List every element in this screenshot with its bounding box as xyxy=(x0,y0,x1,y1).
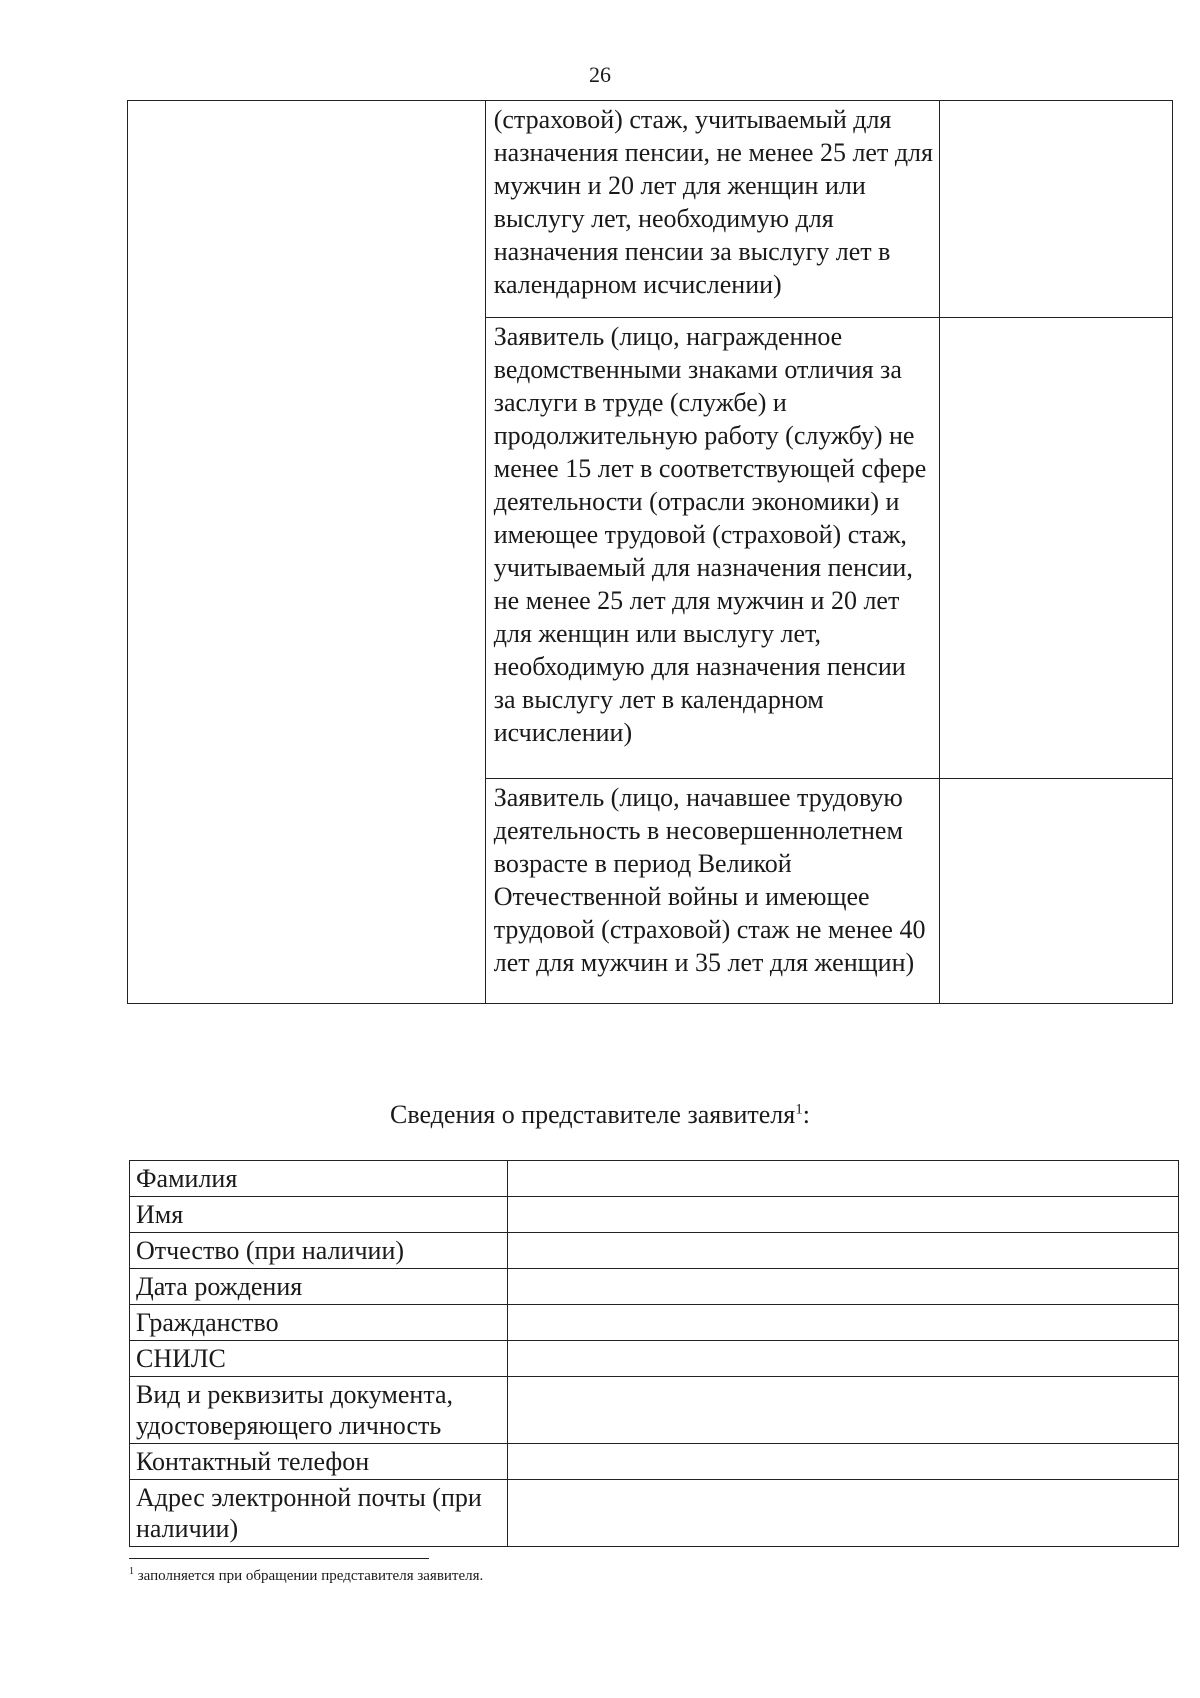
field-value[interactable] xyxy=(508,1444,1179,1480)
field-label: Имя xyxy=(130,1197,508,1233)
field-value[interactable] xyxy=(508,1341,1179,1377)
criteria-row xyxy=(128,101,1173,318)
representative-section-heading: Сведения о представителе заявителя$^1$: xyxy=(390,1100,810,1129)
representative-table xyxy=(129,1160,1179,1547)
table-row xyxy=(130,1341,1179,1377)
field-label: Контактный телефон xyxy=(130,1444,508,1480)
footnote-mark: 1 xyxy=(129,1566,134,1577)
criteria-table xyxy=(127,100,1173,1004)
field-value[interactable] xyxy=(508,1161,1179,1197)
field-value[interactable] xyxy=(508,1480,1179,1547)
field-label: Гражданство xyxy=(130,1305,508,1341)
field-value[interactable] xyxy=(508,1233,1179,1269)
table-row xyxy=(130,1444,1179,1480)
criteria-value-cell[interactable] xyxy=(940,779,1173,1004)
heading-text: Сведения о представителе заявителя xyxy=(390,1100,796,1129)
table-row xyxy=(130,1269,1179,1305)
table-row xyxy=(130,1161,1179,1197)
field-value[interactable] xyxy=(508,1305,1179,1341)
criteria-value-cell[interactable] xyxy=(940,101,1173,318)
field-value[interactable] xyxy=(508,1197,1179,1233)
table-row xyxy=(130,1197,1179,1233)
criteria-text-cell: Заявитель (лицо, начавшее трудовую деятельность в несовершеннолетнем возрасте в период Великой Отечественной войны и имеющее трудовой (страховой) стаж не менее 40 лет для мужчин и 35 лет для женщин) xyxy=(485,779,939,1004)
category-cell xyxy=(128,101,486,1004)
field-label: Вид и реквизиты документа, удостоверяющего личность xyxy=(130,1377,508,1444)
field-label: Адрес электронной почты (при наличии) xyxy=(130,1480,508,1547)
footnote-reference: 1 xyxy=(795,1101,803,1118)
field-label: Отчество (при наличии) xyxy=(130,1233,508,1269)
table-row xyxy=(130,1480,1179,1547)
criteria-value-cell[interactable] xyxy=(940,318,1173,779)
footnote-text: заполняется при обращении представителя заявителя. xyxy=(137,1568,484,1584)
field-value[interactable] xyxy=(508,1377,1179,1444)
footnote xyxy=(129,1566,483,1585)
table-row xyxy=(130,1305,1179,1341)
criteria-text-cell: (страховой) стаж, учитываемый для назначения пенсии, не менее 25 лет для мужчин и 20 лет для женщин или выслугу лет, необходимую для назначения пенсии за выслугу лет в календарном исчислении) xyxy=(485,101,939,318)
table-row xyxy=(130,1377,1179,1444)
field-label: Дата рождения xyxy=(130,1269,508,1305)
criteria-text-cell: Заявитель (лицо, награжденное ведомственными знаками отличия за заслуги в труде (службе) и продолжительную работу (службу) не менее 15 лет в соответствующей сфере деятельности (отрасли экономики) и имеющее трудовой (страховой) стаж, учитываемый для назначения пенсии, не менее 25 лет для мужчин и 20 лет для женщин или выслугу лет, необходимую для назначения пенсии за выслугу лет в календарном исчислении) xyxy=(485,318,939,779)
footnote-divider xyxy=(129,1558,429,1559)
field-value[interactable] xyxy=(508,1269,1179,1305)
table-row xyxy=(130,1233,1179,1269)
page-number: 26 xyxy=(589,62,611,87)
field-label: Фамилия xyxy=(130,1161,508,1197)
field-label: СНИЛС xyxy=(130,1341,508,1377)
